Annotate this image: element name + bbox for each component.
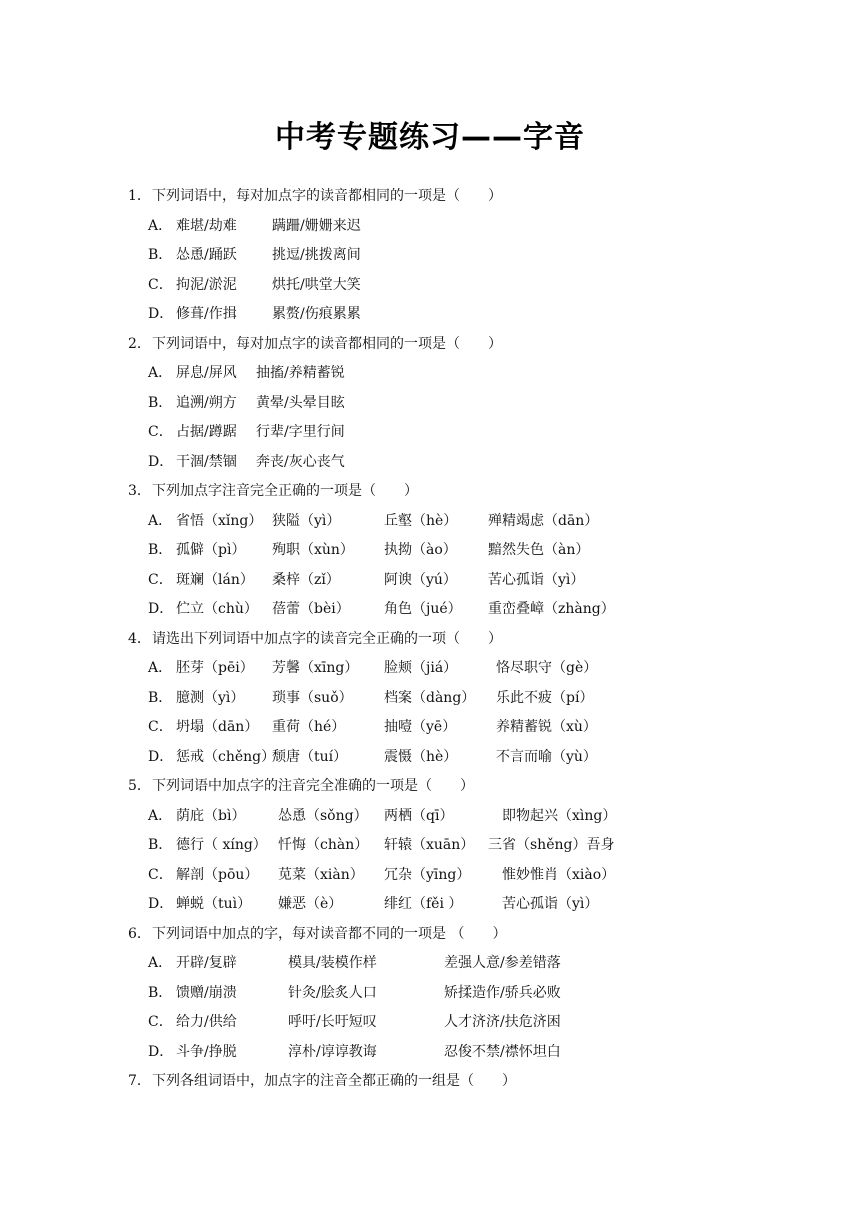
question-number: 3． (128, 483, 151, 499)
option-term: 蓓蕾（bèi） (272, 601, 350, 617)
option-term: 奔丧/灰心丧气 (256, 453, 345, 470)
option-letter: D． (148, 453, 174, 470)
question-stem (128, 920, 748, 950)
option-term: 黯然失色（àn） (488, 542, 590, 558)
answer-option (128, 300, 748, 330)
answer-option (128, 1008, 748, 1038)
option-term: 抽噎（yē） (384, 719, 457, 735)
option-term: 省悟（xǐng） (176, 512, 263, 529)
option-term: 嫌恶（è） (278, 896, 343, 912)
answer-option (128, 684, 748, 714)
option-term: 荫庇（bì） (176, 807, 246, 824)
question-text: 下列词语中加点的字，每对读音都不同的一项是 （ ） (152, 925, 507, 942)
option-term: 占据/蹲踞 (176, 424, 237, 440)
option-letter: C． (148, 719, 173, 735)
option-term: 乐此不疲（pí） (496, 689, 594, 706)
question-text: 请选出下列词语中加点字的读音完全正确的一项（ ） (152, 630, 502, 647)
answer-option (128, 448, 748, 478)
option-letter: D． (148, 748, 174, 765)
answer-option (128, 713, 748, 743)
option-term: 馈赠/崩溃 (176, 984, 237, 1001)
option-letter: B． (148, 247, 173, 263)
answer-option (128, 536, 748, 566)
question-list (128, 182, 748, 1097)
option-term: 怂恿（sǒng） (278, 807, 368, 824)
option-term: 屏息/屏风 (176, 365, 237, 381)
answer-option (128, 949, 748, 979)
option-term: 修葺/作揖 (176, 306, 237, 322)
option-term: 行辈/字里行间 (256, 424, 345, 440)
option-term: 抽搐/养精蓄锐 (256, 365, 345, 381)
option-letter: B． (148, 984, 173, 1001)
option-letter: A． (148, 807, 173, 824)
question-text: 下列词语中，每对加点字的读音都相同的一项是（ ） (152, 335, 502, 352)
option-term: 苦心孤诣（yì） (488, 571, 585, 588)
answer-option (128, 890, 748, 920)
option-term: 角色（jué） (384, 601, 462, 617)
option-term: 忍俊不禁/襟怀坦白 (444, 1043, 561, 1060)
option-term: 琐事（suǒ） (272, 689, 353, 706)
option-term: 德行（ xíng） (176, 837, 267, 853)
option-letter: A． (148, 955, 173, 971)
answer-option (128, 831, 748, 861)
question-stem (128, 182, 748, 212)
option-term: 重峦叠嶂（zhàng） (488, 601, 615, 617)
option-term: 蝉蜕（tuì） (176, 896, 252, 912)
question-stem (128, 625, 748, 655)
answer-option (128, 359, 748, 389)
option-term: 拘泥/淤泥 (176, 276, 237, 293)
option-term: 惩戒（chěng） (176, 748, 276, 765)
option-letter: D． (148, 306, 174, 322)
question-text: 下列词语中加点字的注音完全准确的一项是（ ） (152, 778, 474, 794)
answer-option (128, 418, 748, 448)
question-stem (128, 1067, 748, 1097)
option-term: 蹒跚/姗姗来迟 (272, 217, 361, 234)
option-term: 重荷（hé） (272, 719, 346, 735)
option-letter: A． (148, 365, 173, 381)
page-title: 中考专题练习——字音 (275, 120, 585, 155)
option-letter: C． (148, 276, 173, 293)
option-term: 开辟/复辟 (176, 955, 237, 971)
option-term: 即物起兴（xìng） (502, 807, 617, 824)
option-term: 烘托/哄堂大笑 (272, 276, 361, 293)
option-term: 惟妙惟肖（xiào） (502, 866, 616, 883)
option-letter: B． (148, 542, 173, 558)
option-letter: C． (148, 571, 173, 588)
answer-option (128, 743, 748, 773)
option-term: 针灸/脍炙人口 (288, 984, 377, 1001)
option-letter: B． (148, 689, 173, 706)
option-letter: A． (148, 217, 173, 234)
question-text: 下列词语中，每对加点字的读音都相同的一项是（ ） (152, 188, 502, 204)
option-term: 桑梓（zǐ） (272, 571, 340, 588)
option-term: 差强人意/参差错落 (444, 955, 561, 971)
question-stem (128, 477, 748, 507)
question-number: 5． (128, 778, 151, 794)
option-letter: C． (148, 866, 173, 883)
option-term: 丘壑（hè） (384, 512, 458, 529)
option-term: 脸颊（jiá） (384, 660, 458, 676)
option-letter: D． (148, 1043, 174, 1060)
option-term: 胚芽（pēi） (176, 660, 254, 676)
answer-option (128, 389, 748, 419)
answer-option (128, 979, 748, 1009)
option-term: 解剖（pōu） (176, 866, 259, 883)
option-letter: A． (148, 660, 173, 676)
option-term: 模具/装模作样 (288, 955, 377, 971)
option-term: 恪尽职守（gè） (496, 660, 598, 676)
option-term: 怂恿/踊跃 (176, 247, 237, 263)
option-term: 执拗（ào） (384, 542, 457, 558)
option-term: 轩辕（xuān） (384, 837, 475, 853)
option-term: 阿谀（yú） (384, 571, 457, 588)
question-number: 6． (128, 925, 151, 942)
option-term: 孤僻（pì） (176, 542, 246, 558)
answer-option (128, 595, 748, 625)
option-letter: B． (148, 837, 173, 853)
question-text: 下列加点字注音完全正确的一项是（ ） (152, 483, 418, 499)
option-term: 苦心孤诣（yì） (502, 896, 599, 912)
option-term: 两栖（qī） (384, 807, 454, 824)
option-letter: C． (148, 424, 173, 440)
option-term: 挑逗/挑拨离间 (272, 247, 361, 263)
option-letter: D． (148, 601, 174, 617)
question-number: 2． (128, 335, 151, 352)
option-term: 臆测（yì） (176, 689, 245, 706)
option-term: 斑斓（lán） (176, 571, 254, 588)
answer-option (128, 861, 748, 891)
option-letter: D． (148, 896, 174, 912)
option-term: 狭隘（yì） (272, 512, 341, 529)
question-stem (128, 330, 748, 360)
question-stem (128, 772, 748, 802)
question-number: 7． (128, 1073, 151, 1089)
option-term: 档案（dàng） (384, 689, 476, 706)
option-term: 苋菜（xiàn） (278, 866, 364, 883)
option-letter: C． (148, 1014, 173, 1030)
option-term: 绯红（fěi ） (384, 896, 463, 912)
answer-option (128, 212, 748, 242)
option-term: 养精蓄锐（xù） (496, 719, 597, 735)
option-term: 颓唐（tuí） (272, 748, 348, 765)
answer-option (128, 654, 748, 684)
option-term: 殉职（xùn） (272, 542, 354, 558)
option-term: 不言而喻（yù） (496, 748, 597, 765)
option-term: 淳朴/谆谆教诲 (288, 1043, 377, 1060)
option-term: 呼吁/长吁短叹 (288, 1014, 377, 1030)
option-term: 忏悔（chàn） (278, 837, 369, 853)
option-term: 人才济济/扶危济困 (444, 1014, 561, 1030)
question-text: 下列各组词语中，加点字的注音全都正确的一组是（ ） (152, 1073, 516, 1089)
option-term: 殚精竭虑（dān） (488, 512, 599, 529)
option-term: 追溯/朔方 (176, 394, 237, 411)
option-term: 干涸/禁锢 (176, 453, 237, 470)
option-letter: B． (148, 394, 173, 411)
answer-option (128, 507, 748, 537)
answer-option (128, 271, 748, 301)
option-term: 冗杂（yīng） (384, 866, 471, 883)
option-term: 芳馨（xīng） (272, 660, 359, 676)
option-term: 三省（shěng）吾身 (488, 837, 615, 853)
answer-option (128, 802, 748, 832)
question-number: 1． (128, 188, 151, 204)
option-term: 斗争/挣脱 (176, 1043, 237, 1060)
question-number: 4． (128, 630, 151, 647)
answer-option (128, 566, 748, 596)
option-term: 累赘/伤痕累累 (272, 306, 361, 322)
option-term: 难堪/劫难 (176, 217, 237, 234)
answer-option (128, 1038, 748, 1068)
option-letter: A． (148, 512, 173, 529)
option-term: 黄晕/头晕目眩 (256, 394, 345, 411)
option-term: 伫立（chù） (176, 601, 258, 617)
option-term: 矫揉造作/骄兵必败 (444, 984, 561, 1001)
option-term: 给力/供给 (176, 1014, 237, 1030)
answer-option (128, 241, 748, 271)
option-term: 坍塌（dān） (176, 719, 259, 735)
option-term: 震慑（hè） (384, 748, 458, 765)
